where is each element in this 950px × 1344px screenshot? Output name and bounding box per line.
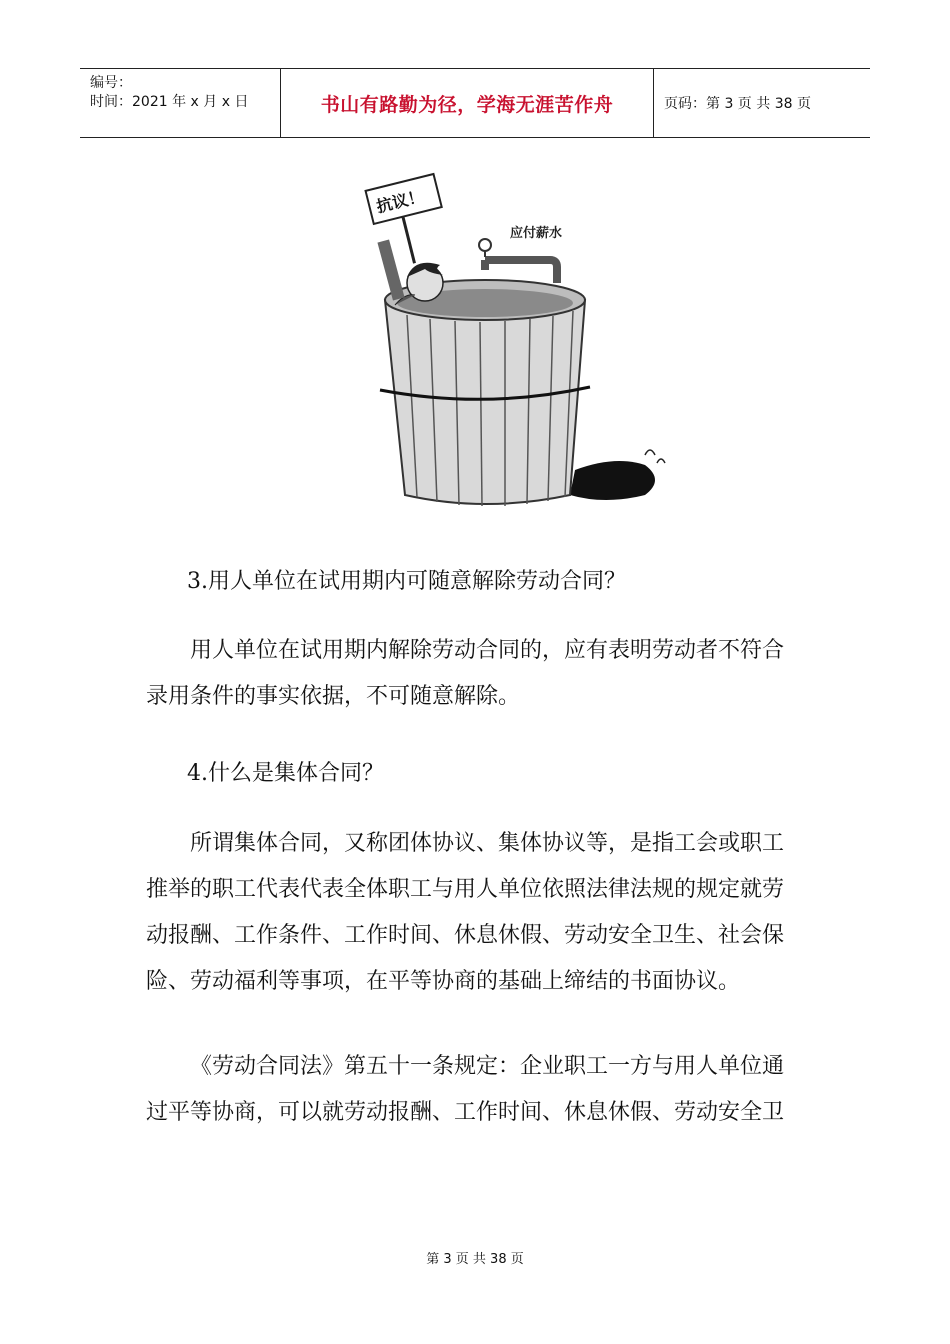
q3-answer — [146, 628, 806, 720]
q4-p1-line-2: 推举的职工代表代表全体职工与用人单位依照法律法规的规定就劳 — [146, 877, 785, 902]
page-footer: 第 3 页 共 38 页 — [426, 1252, 524, 1267]
header-page-cell — [654, 69, 870, 137]
protest-sign — [366, 174, 454, 270]
header-motto-cell — [281, 69, 654, 137]
q4-p2-line-1: 《劳动合同法》第五十一条规定：企业职工一方与用人单位通 — [190, 1054, 785, 1079]
number-label: 编号： — [90, 75, 132, 91]
motto-text: 书山有路勤为径，学海无涯苦作舟 — [320, 93, 614, 116]
q4-p1-line-4: 险、劳动福利等事项，在平等协商的基础上缔结的书面协议。 — [146, 969, 741, 994]
protest-bucket-illustration — [345, 165, 685, 510]
q4-p2-line-2: 过平等协商，可以就劳动报酬、工作时间、休息休假、劳动安全卫 — [146, 1100, 785, 1125]
q3-answer-line-1: 用人单位在试用期内解除劳动合同的，应有表明劳动者不符合 — [190, 638, 785, 663]
page-info: 页码：第 3 页 共 38 页 — [664, 96, 811, 112]
document-header — [80, 68, 870, 138]
time-label: 时间：2021 年 x 月 x 日 — [90, 94, 249, 110]
q4-title: 4.什么是集体合同？ — [187, 761, 384, 786]
sign-text: 抗议！ — [374, 186, 426, 217]
header-meta-cell — [80, 69, 281, 137]
q4-paragraph-2 — [146, 1044, 806, 1136]
tap-label: 应付薪水 — [510, 226, 563, 241]
q4-p1-line-1: 所谓集体合同，又称团体协议、集体协议等，是指工会或职工 — [190, 831, 785, 856]
q3-title: 3.用人单位在试用期内可随意解除劳动合同？ — [187, 569, 626, 594]
q3-answer-line-2: 录用条件的事实依据，不可随意解除。 — [146, 684, 521, 709]
q4-p1-line-3: 动报酬、工作条件、工作时间、休息休假、劳动安全卫生、社会保 — [146, 923, 785, 948]
q4-paragraph-1 — [146, 821, 806, 1005]
